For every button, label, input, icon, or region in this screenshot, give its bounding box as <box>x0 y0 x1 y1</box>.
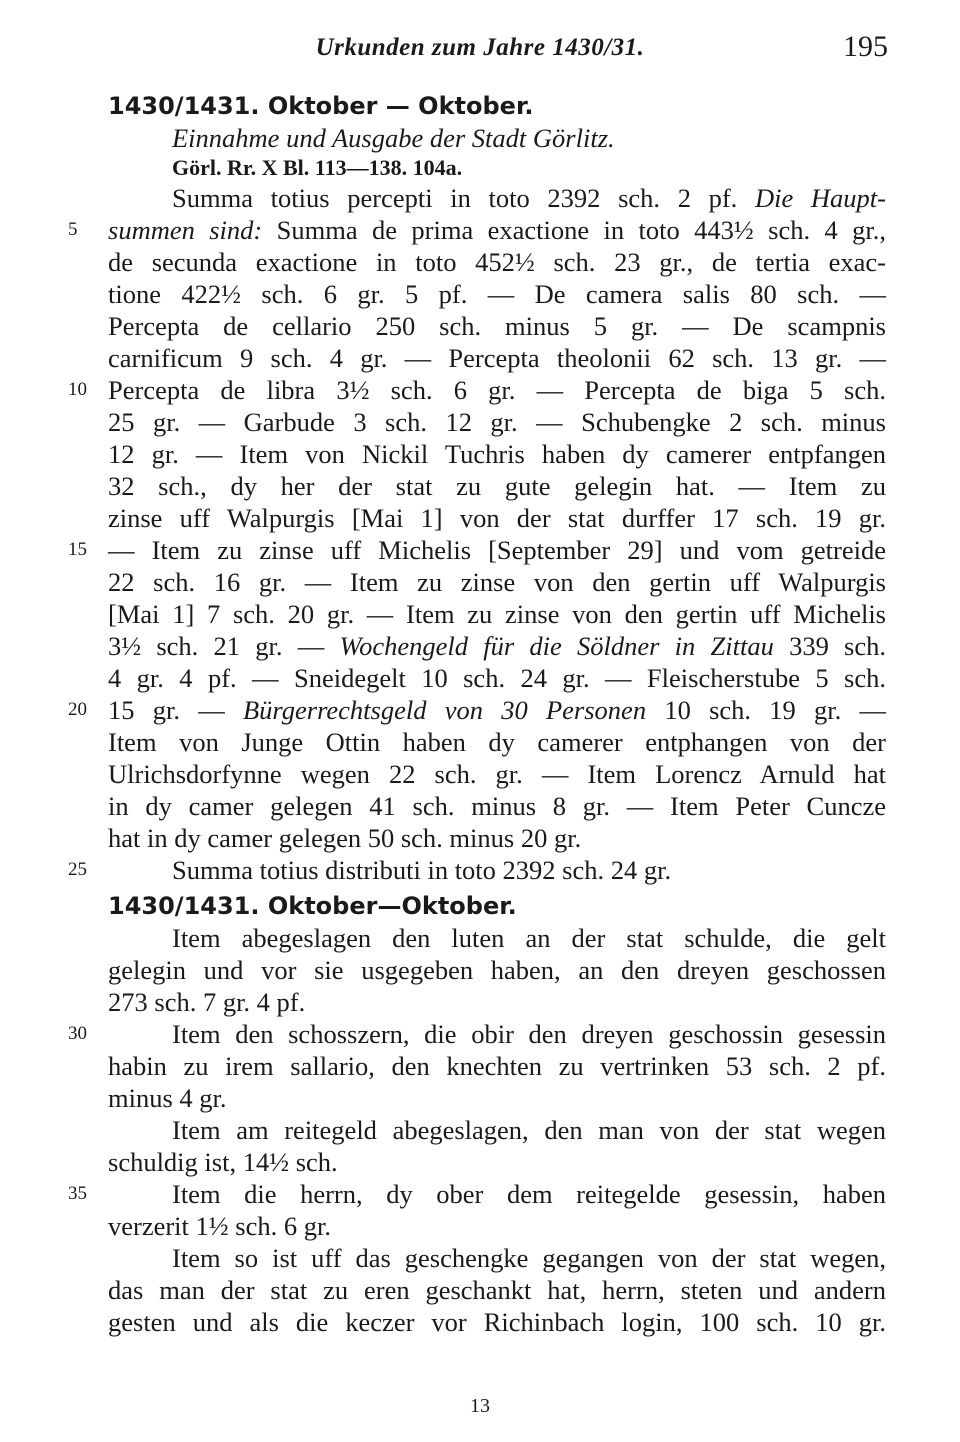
text-line: Item die herrn, dy ober dem reitegelde gesessin, haben <box>172 1179 886 1209</box>
text-line: 12 gr. — Item von Nickil Tuchris haben dy camerer entpfangen <box>108 439 886 469</box>
text-line: gesten und als die keczer vor Richinbach login, 100 sch. 10 gr. <box>108 1307 886 1337</box>
summa-line: Summa totius distributi in toto 2392 sch. 24 gr. <box>172 855 672 885</box>
text-line: de secunda exactione in toto 452½ sch. 23 gr., de tertia exac- <box>108 247 886 277</box>
text-line: gelegin und vor sie usgegeben haben, an den dreyen geschossen <box>108 955 886 985</box>
text-line: 15 gr. — Bürgerrechtsgeld von 30 Personen 10 sch. 19 gr. — <box>108 695 887 725</box>
line-number: 20 <box>68 699 87 720</box>
text-line: [Mai 1] 7 sch. 20 gr. — Item zu zinse von den gertin uff Michelis <box>108 599 886 629</box>
text-line: Summa totius percepti in toto 2392 sch. 2 pf. Die Haupt- <box>172 183 886 213</box>
entry-subtitle: Einnahme und Ausgabe der Stadt Görlitz. <box>172 123 615 153</box>
text-line: Item so ist uff das geschengke gegangen von der stat wegen, <box>172 1243 886 1273</box>
text-line: 273 sch. 7 gr. 4 pf. <box>108 987 306 1017</box>
line-number: 5 <box>68 219 78 240</box>
page-number: 195 <box>843 30 888 63</box>
line-number: 35 <box>68 1183 87 1204</box>
text-line: Item von Junge Ottin haben dy camerer entphangen von der <box>108 727 886 757</box>
text-line: verzerit 1½ sch. 6 gr. <box>108 1211 331 1241</box>
text-line: 32 sch., dy her der stat zu gute gelegin hat. — Item zu <box>108 471 886 501</box>
text-line: Percepta de cellario 250 sch. minus 5 gr. — De scampnis <box>108 311 886 341</box>
text-line: Item den schosszern, die obir den dreyen geschossin gesessin <box>172 1019 886 1049</box>
text-line: 3½ sch. 21 gr. — Wochengeld für die Söldner in Zittau 339 sch. <box>108 631 887 661</box>
text-line: 4 gr. 4 pf. — Sneidegelt 10 sch. 24 gr. — Fleischerstube 5 sch. <box>108 663 886 693</box>
line-number: 15 <box>68 539 87 560</box>
line-number: 25 <box>68 859 87 880</box>
entry-heading: 1430/1431. Oktober—Oktober. <box>108 892 517 920</box>
text-line: Ulrichsdorfynne wegen 22 sch. gr. — Item Lorencz Arnuld hat <box>108 759 886 789</box>
running-title: Urkunden zum Jahre 1430/31. <box>315 34 645 61</box>
text-line: 25 gr. — Garbude 3 sch. 12 gr. — Schubengke 2 sch. minus <box>108 407 886 437</box>
text-line: habin zu irem sallario, den knechten zu vertrinken 53 sch. 2 pf. <box>108 1051 886 1081</box>
text-line: 22 sch. 16 gr. — Item zu zinse von den gertin uff Walpurgis <box>108 567 886 597</box>
page-header <box>0 30 960 66</box>
text-line: minus 4 gr. <box>108 1083 227 1113</box>
line-number: 30 <box>68 1023 87 1044</box>
text-line: summen sind: Summa de prima exactione in toto 443½ sch. 4 gr., <box>108 215 886 245</box>
text-line: — Item zu zinse uff Michelis [September 29] und vom getreide <box>108 535 886 565</box>
text-line: das man der stat zu eren geschankt hat, herrn, steten und andern <box>108 1275 886 1305</box>
text-line: hat in dy camer gelegen 50 sch. minus 20 gr. <box>108 823 582 853</box>
text-line: Item abegeslagen den luten an der stat schulde, die gelt <box>172 923 886 953</box>
signature-mark: 13 <box>470 1395 490 1417</box>
text-line: in dy camer gelegen 41 sch. minus 8 gr. — Item Peter Cuncze <box>108 791 886 821</box>
text-line: tione 422½ sch. 6 gr. 5 pf. — De camera salis 80 sch. — <box>108 279 886 309</box>
archive-reference: Görl. Rr. X Bl. 113—138. 104a. <box>172 155 463 180</box>
line-number: 10 <box>68 379 87 400</box>
text-line: schuldig ist, 14½ sch. <box>108 1147 338 1177</box>
text-line: carnificum 9 sch. 4 gr. — Percepta theolonii 62 sch. 13 gr. — <box>108 343 886 373</box>
entry-heading: 1430/1431. Oktober — Oktober. <box>108 92 534 120</box>
text-line: Item am reitegeld abegeslagen, den man von der stat wegen <box>172 1115 886 1145</box>
text-line: Percepta de libra 3½ sch. 6 gr. — Percepta de biga 5 sch. <box>108 375 886 405</box>
text-line: zinse uff Walpurgis [Mai 1] von der stat durffer 17 sch. 19 gr. <box>108 503 886 533</box>
